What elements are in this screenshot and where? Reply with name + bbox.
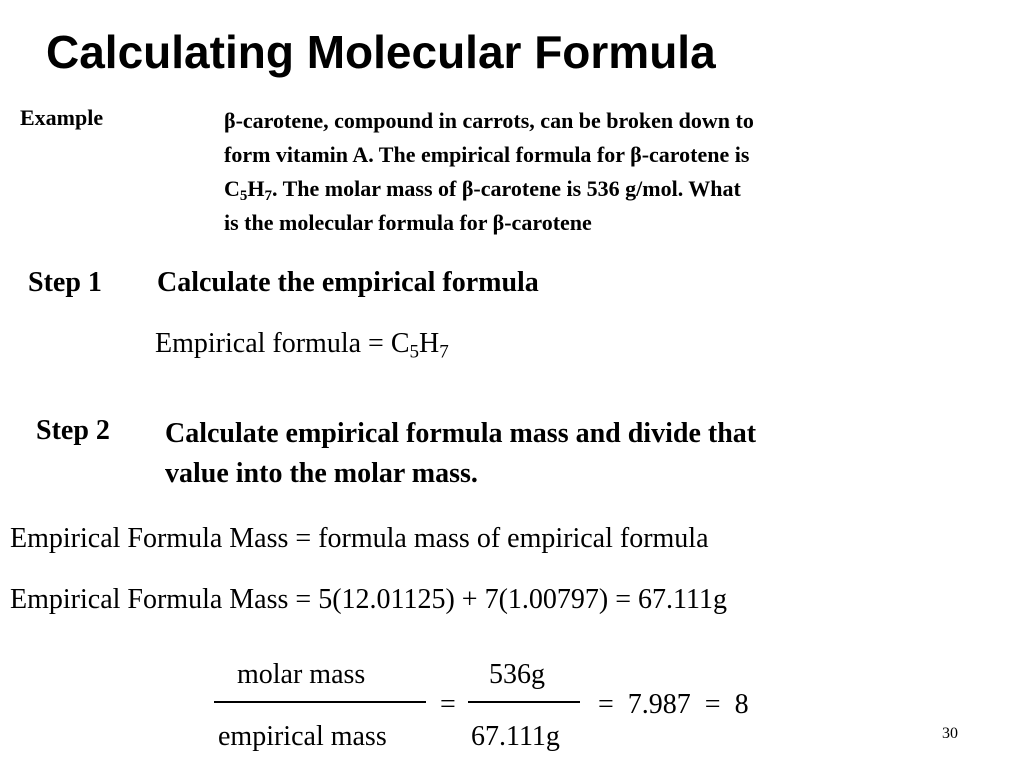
example-line-2: form vitamin A. The empirical formula for β-carotene is [224, 142, 750, 167]
step2-label: Step 2 [36, 415, 110, 446]
fraction-result: = 7.987 = 8 [598, 689, 749, 720]
fraction-denominator-empirical-mass: empirical mass [218, 721, 387, 752]
step2-line-2: value into the molar mass. [165, 458, 478, 489]
fraction-denominator-value: 67.111g [471, 721, 560, 752]
equals-sign: = [440, 689, 456, 720]
fraction-bar-left [214, 701, 426, 703]
step2-line-1: Calculate empirical formula mass and divide that [165, 418, 757, 449]
empirical-formula-line: Empirical formula = $C_5H_7$ [155, 328, 449, 363]
step2-text [165, 414, 756, 494]
efm-calculation: Empirical Formula Mass = 5(12.01125) + 7(1.00797) = 67.111g [10, 584, 727, 615]
fraction-numerator-value: 536g [489, 659, 545, 690]
slide-title: Calculating Molecular Formula [46, 26, 716, 78]
page-number: 30 [942, 725, 958, 742]
fraction-bar-right [468, 701, 580, 703]
example-line-4: is the molecular formula for β-carotene [224, 210, 592, 235]
example-text [224, 104, 754, 240]
efm-definition: Empirical Formula Mass = formula mass of empirical formula [10, 523, 709, 554]
fraction-numerator-molar-mass: molar mass [237, 659, 366, 690]
step1-label: Step 1 [28, 267, 102, 298]
example-line-3: $C_5H_7$. The molar mass of β-carotene is 536 g/mol. What [224, 176, 741, 205]
example-label: Example [20, 105, 104, 130]
step1-text: Calculate the empirical formula [157, 267, 539, 298]
example-line-1: β-carotene, compound in carrots, can be broken down to [224, 108, 754, 133]
